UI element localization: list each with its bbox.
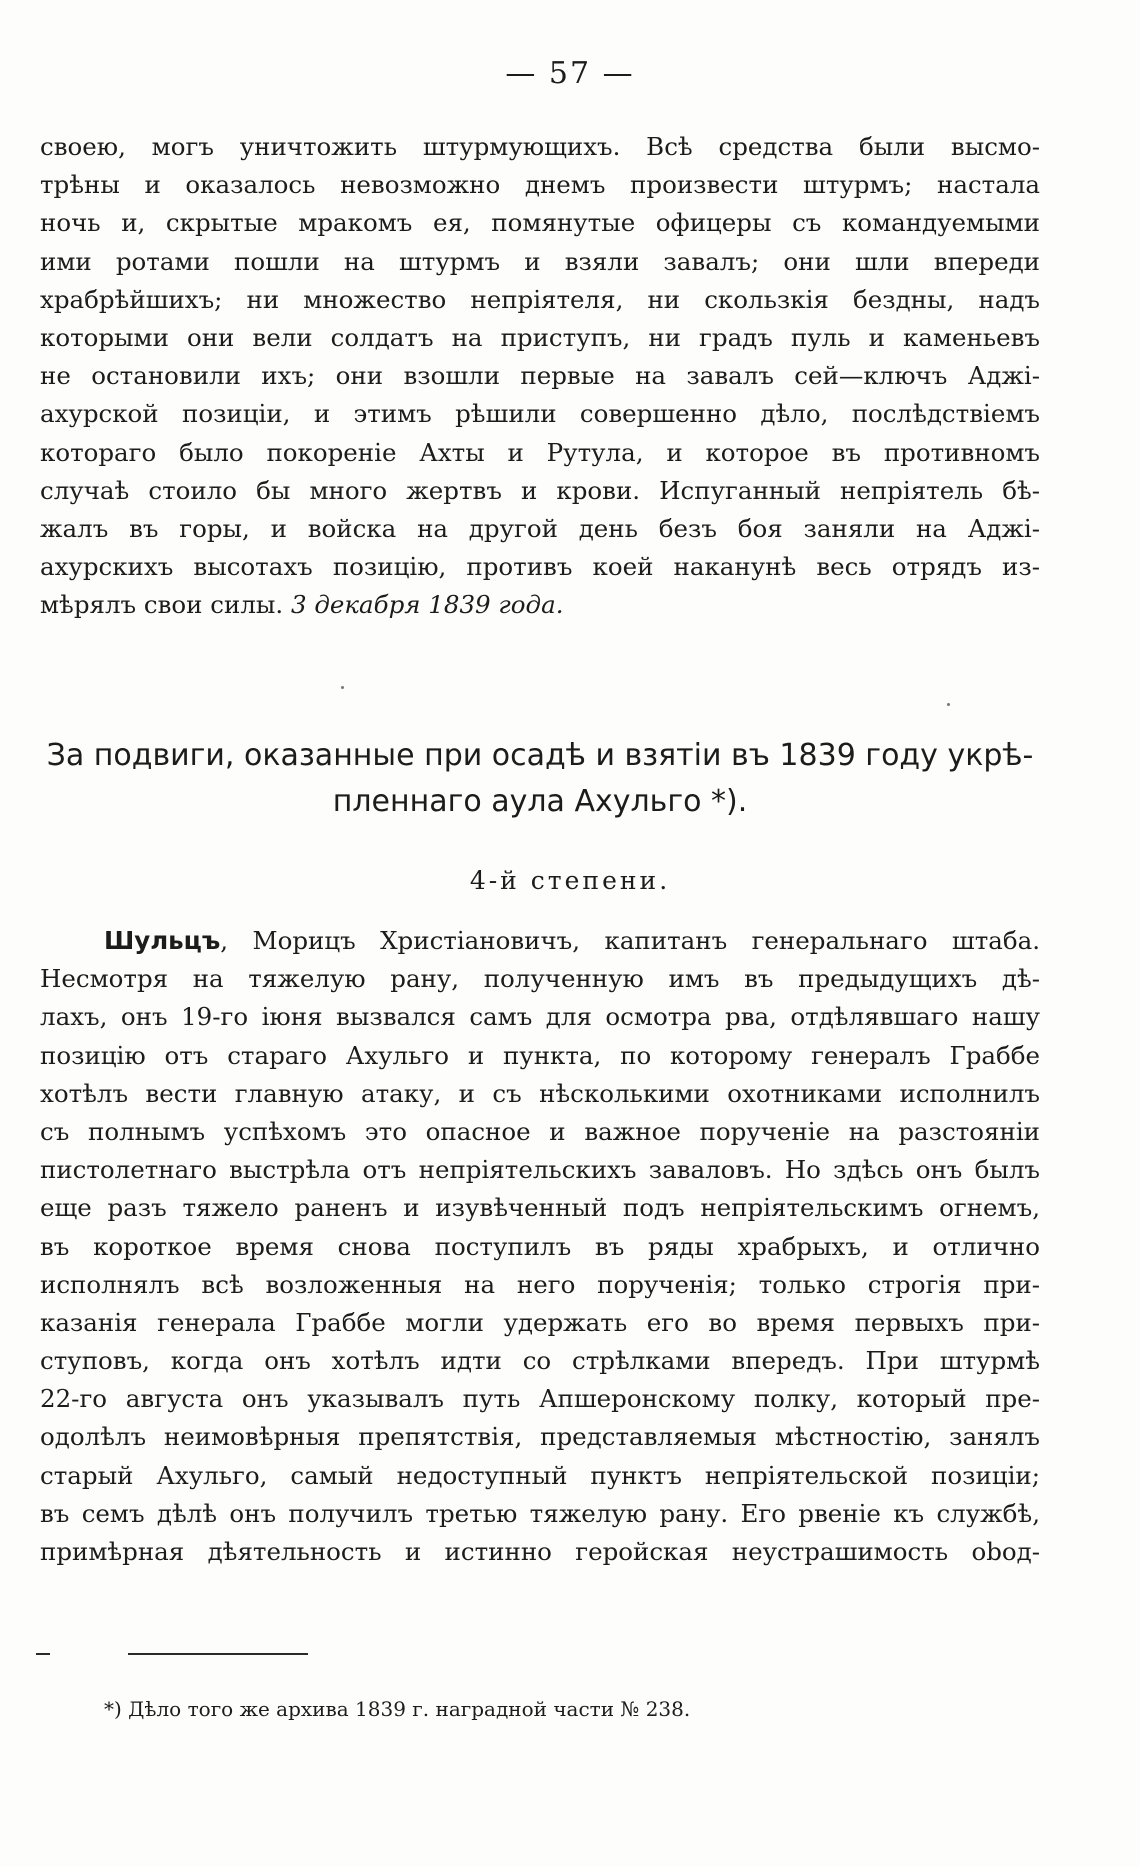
person-name: Шульцъ (104, 926, 221, 955)
text-line: лахъ, онъ 19-го іюня вызвался самъ для осмотра рва, отдѣлявшаго нашу (40, 1002, 1040, 1032)
footnote-separator-mark (36, 1653, 50, 1655)
text-line: казанія генерала Граббе могли удержать его во время первыхъ при- (40, 1307, 1040, 1337)
heading-line: За подвиги, оказанные при осадѣ и взятіи въ 1839 году укрѣ- (46, 738, 1034, 773)
text-line: не остановили ихъ; они взошли первые на завалъ сей—ключъ Аджі- (40, 361, 1040, 391)
text-line: ахурскихъ высотахъ позицію, противъ коей наканунѣ весь отрядъ из- (40, 552, 1040, 582)
print-speck (947, 703, 950, 706)
text-line: случаѣ стоило бы много жертвъ и крови. Испуганный непріятель бѣ- (40, 475, 1040, 505)
text-line: пистолетнаго выстрѣла отъ непріятельскихъ заваловъ. Но здѣсь онъ былъ (40, 1155, 1040, 1185)
degree-subheading: 4-й степени. (469, 866, 671, 895)
footnote: *) Дѣло того же архива 1839 г. наградной части № 238. (104, 1697, 691, 1721)
text-line: котораго было покореніе Ахты и Рутула, и которое въ противномъ (40, 437, 1040, 467)
text-line: одолѣлъ неимовѣрныя препятствія, представляемыя мѣстностію, занялъ (40, 1422, 1040, 1452)
footnote-separator (128, 1653, 308, 1655)
text-line: 22-го августа онъ указывалъ путь Апшеронскому полку, который пре- (40, 1384, 1040, 1414)
text-line: въ короткое время снова поступилъ въ ряды храбрыхъ, и отлично (40, 1231, 1040, 1261)
heading-line: пленнаго аула Ахульго *). (332, 784, 748, 819)
text-line: которыми они вели солдатъ на приступъ, ни градъ пуль и каменьевъ (40, 322, 1040, 352)
text-line: ночь и, скрытые мракомъ ея, помянутые офицеры съ командуемыми (40, 208, 1040, 238)
page-number: — 57 — (505, 56, 635, 91)
text-line: ахурской позиціи, и этимъ рѣшили совершенно дѣло, послѣдствіемъ (40, 399, 1040, 429)
text-line: съ полнымъ успѣхомъ это опасное и важное порученіе на разстояніи (40, 1116, 1040, 1146)
text-line: въ семъ дѣлѣ онъ получилъ третью тяжелую рану. Его рвеніе къ службѣ, (40, 1498, 1040, 1528)
text-line: исполнялъ всѣ возложенныя на него порученія; только строгія при- (40, 1269, 1040, 1299)
text-line: хотѣлъ вести главную атаку, и съ нѣсколькими охотниками исполнилъ (40, 1078, 1040, 1108)
text-line: ступовъ, когда онъ хотѣлъ идти со стрѣлками впередъ. При штурмѣ (40, 1346, 1040, 1376)
text-line: ими ротами пошли на штурмъ и взяли завалъ; они шли впереди (40, 246, 1040, 276)
paragraph-shults (40, 922, 1040, 1571)
text-line: храбрѣйшихъ; ни множество непріятеля, ни скользкія бездны, надъ (40, 284, 1040, 314)
text-line: позицію отъ стараго Ахульго и пункта, по которому генералъ Граббе (40, 1040, 1040, 1070)
text-line: Несмотря на тяжелую рану, полученную имъ въ предыдущихъ дѣ- (40, 964, 1040, 994)
paragraph-continuation (40, 128, 1040, 624)
text-line: трѣны и оказалось невозможно днемъ произвести штурмъ; настала (40, 170, 1040, 200)
text-fragment: , Морицъ Христіановичъ, капитанъ генеральнаго штаба. (220, 926, 1040, 955)
text-line: жалъ въ горы, и войска на другой день безъ боя заняли на Аджі- (40, 513, 1040, 543)
text-line-last (40, 586, 1040, 624)
text-line: своею, могъ уничтожить штурмующихъ. Всѣ средства были высмо- (40, 132, 1040, 161)
print-speck (341, 686, 344, 689)
section-heading (40, 733, 1040, 825)
text-line-first (40, 922, 1040, 960)
text-line: примѣрная дѣятельность и истинно геройская неустрашимость obод- (40, 1537, 1040, 1566)
text-line: еще разъ тяжело раненъ и изувѣченный подъ непріятельскимъ огнемъ, (40, 1193, 1040, 1223)
text-fragment: мѣрялъ свои силы. (40, 590, 284, 620)
text-line: старый Ахульго, самый недоступный пунктъ непріятельской позиціи; (40, 1460, 1040, 1490)
date-italic: 3 декабря 1839 года. (291, 590, 564, 620)
